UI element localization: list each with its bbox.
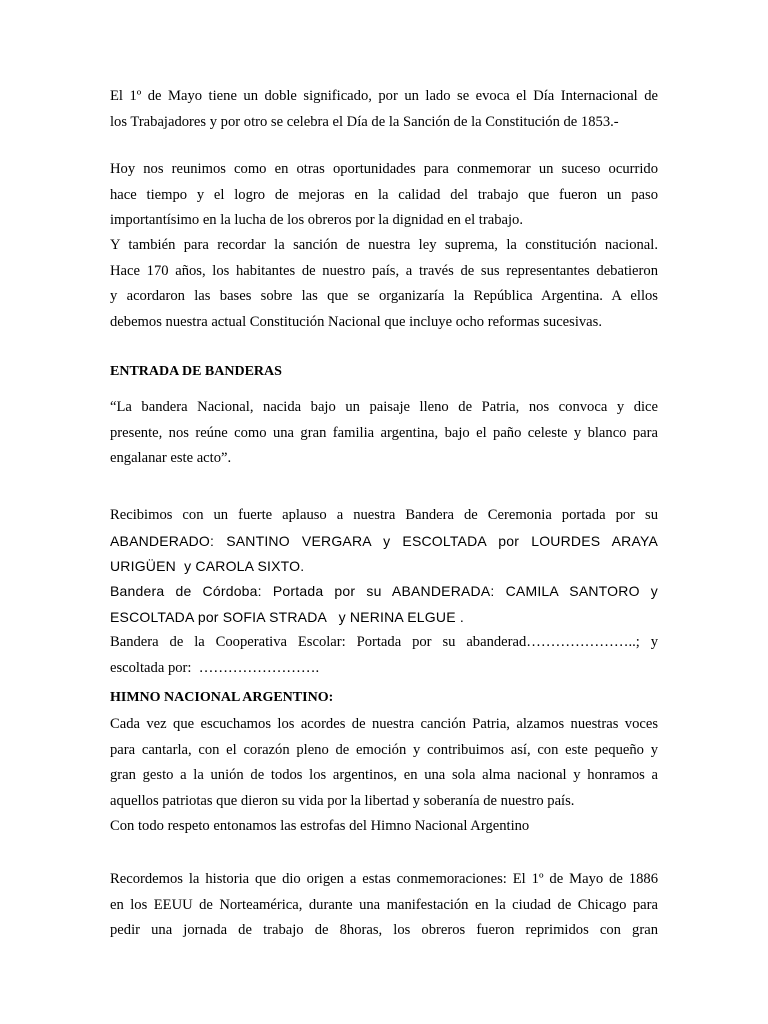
paragraph-line: aquellos patriotas que dieron su vida por la libertad y soberanía de nuestro país. bbox=[110, 792, 575, 809]
heading-himno-nacional: HIMNO NACIONAL ARGENTINO: bbox=[110, 690, 334, 705]
paragraph-line: escoltada por: ……………………. bbox=[110, 659, 320, 676]
paragraph-bandera-cooperativa bbox=[110, 630, 658, 681]
paragraph-line: gran gesto a la unión de todos los argentinos, en una sola alma nacional y honramos a bbox=[110, 767, 658, 783]
paragraph-line: y acordaron las bases sobre las que se organizaría la República Argentina. A ellos bbox=[110, 288, 658, 304]
paragraph-himno bbox=[110, 712, 658, 814]
paragraph-line: URIGÜEN y CAROLA SIXTO. bbox=[110, 558, 305, 574]
paragraph-bandera-ceremonia bbox=[110, 503, 658, 580]
paragraph-line: en los EEUU de Norteamérica, durante una manifestación en la ciudad de Chicago para bbox=[110, 896, 658, 913]
paragraph-line: “La bandera Nacional, nacida bajo un paisaje lleno de Patria, nos convoca y dice bbox=[110, 399, 658, 415]
paragraph-line: Hoy nos reunimos como en otras oportunidades para conmemorar un suceso ocurrido bbox=[110, 161, 658, 177]
paragraph-line: hace tiempo y el logro de mejoras en la calidad del trabajo que fueron un paso bbox=[110, 186, 658, 203]
heading-entrada-de-banderas: ENTRADA DE BANDERAS bbox=[110, 364, 282, 379]
paragraph-line: Recibimos con un fuerte aplauso a nuestra Bandera de Ceremonia portada por su bbox=[110, 507, 658, 523]
paragraph-line: importantísimo en la lucha de los obreros por la dignidad en el trabajo. bbox=[110, 212, 523, 228]
paragraph-line: ABANDERADO: SANTINO VERGARA y ESCOLTADA por LOURDES ARAYA bbox=[110, 532, 658, 549]
paragraph-historia bbox=[110, 867, 658, 944]
paragraph-bandera-nacional bbox=[110, 395, 658, 472]
paragraph-bandera-cordoba bbox=[110, 579, 658, 630]
paragraph-line: los Trabajadores y por otro se celebra el Día de la Sanción de la Constitución de 1853.- bbox=[110, 113, 619, 130]
paragraph-line: Cada vez que escuchamos los acordes de nuestra canción Patria, alzamos nuestras voces bbox=[110, 716, 658, 732]
paragraph-line: para cantarla, con el corazón pleno de emoción y contribuimos así, con este pequeño y bbox=[110, 741, 658, 758]
paragraph-estrofas bbox=[110, 814, 658, 840]
paragraph-line: Bandera de la Cooperativa Escolar: Portada por su abanderad…………………..; y bbox=[110, 634, 658, 650]
paragraph-line: engalanar este acto”. bbox=[110, 450, 232, 466]
paragraph-constitucion bbox=[110, 233, 658, 335]
paragraph-line: Y también para recordar la sanción de nuestra ley suprema, la constitución nacional. bbox=[110, 237, 658, 253]
paragraph-reunion bbox=[110, 157, 658, 234]
paragraph-line: Recordemos la historia que dio origen a estas conmemoraciones: El 1º de Mayo de 1886 bbox=[110, 871, 658, 887]
paragraph-intro bbox=[110, 84, 658, 135]
paragraph-line: Hace 170 años, los habitantes de nuestro país, a través de sus representantes debatieron bbox=[110, 262, 658, 279]
paragraph-line: presente, nos reúne como una gran familia argentina, bajo el paño celeste y blanco para bbox=[110, 424, 658, 441]
paragraph-line: pedir una jornada de trabajo de 8horas, los obreros fueron reprimidos con gran bbox=[110, 922, 658, 938]
paragraph-line: ESCOLTADA por SOFIA STRADA y NERINA ELGUE . bbox=[110, 608, 464, 625]
paragraph-line: Bandera de Córdoba: Portada por su ABANDERADA: CAMILA SANTORO y bbox=[110, 583, 658, 599]
paragraph-line: Con todo respeto entonamos las estrofas del Himno Nacional Argentino bbox=[110, 818, 530, 834]
paragraph-line: El 1º de Mayo tiene un doble significado, por un lado se evoca el Día Internacional de bbox=[110, 88, 658, 104]
paragraph-line: debemos nuestra actual Constitución Nacional que incluye ocho reformas sucesivas. bbox=[110, 313, 602, 330]
